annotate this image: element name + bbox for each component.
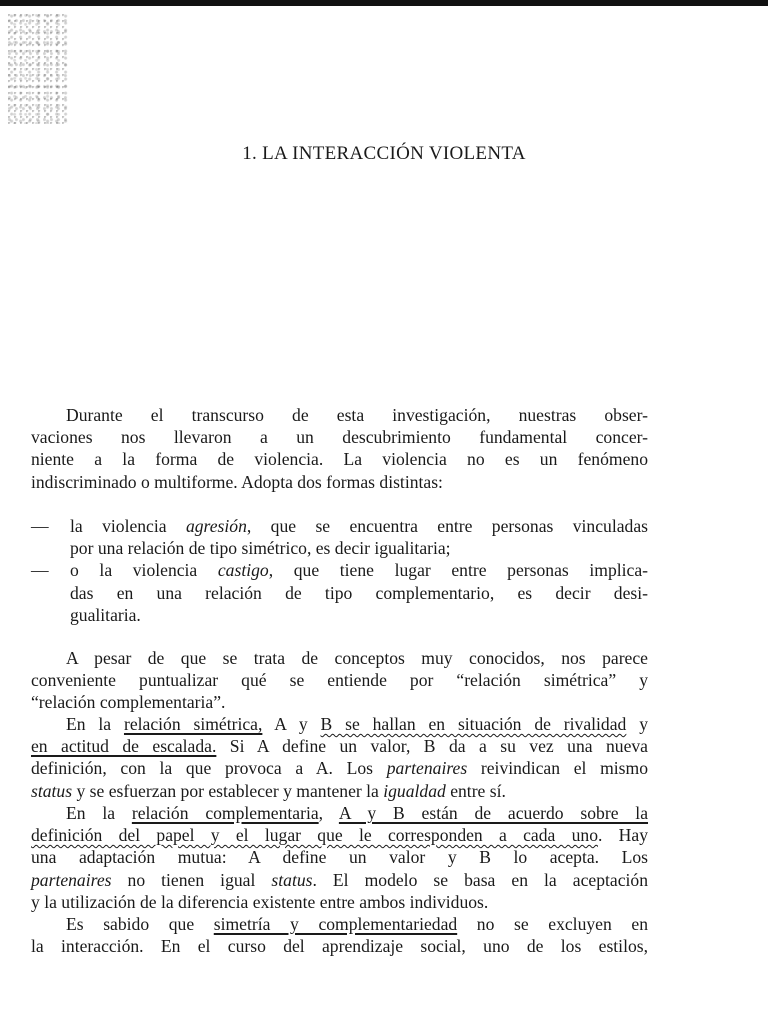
paragraph-complementary	[31, 802, 648, 913]
violence-types-list	[31, 515, 648, 626]
text-line: status y se esfuerzan por establecer y mantener la igualdad entre sí.	[31, 780, 506, 801]
text-line: o la violencia castigo, que tiene lugar entre personas implica-	[70, 560, 648, 581]
underlined-phrase: en actitud de escalada.	[31, 736, 217, 757]
text-line: partenaires no tienen igual status. El modelo se basa en la aceptación	[31, 869, 648, 890]
text-line: indiscriminado o multiforme. Adopta dos formas distintas:	[31, 471, 443, 492]
text-line: En la relación simétrica, A y B se hallan en situación de rivalidad y	[66, 714, 648, 734]
text-line: niente a la forma de violencia. La violencia no es un fenómeno	[31, 449, 648, 470]
underlined-phrase: relación simétrica,	[123, 714, 263, 734]
list-item	[31, 559, 648, 626]
text-line: en actitud de escalada. Si A define un valor, B da a su vez una nueva	[31, 736, 648, 757]
underlined-phrase: relación complementaria	[131, 803, 319, 823]
chapter-title: 1. LA INTERACCIÓN VIOLENTA	[242, 143, 526, 164]
underlined-phrase: B se hallan en situación de rivalidad	[320, 714, 627, 734]
text-line: y la utilización de la diferencia existente entre ambos individuos.	[31, 891, 489, 912]
text-line: Durante el transcurso de esta investigación, nuestras obser-	[66, 405, 648, 425]
paragraph-concepts	[31, 647, 648, 714]
text-line: definición, con la que provoca a A. Los partenaires reivindican el mismo	[31, 758, 648, 779]
text-line: A pesar de que se trata de conceptos muy conocidos, nos parece	[66, 648, 648, 668]
text-line: das en una relación de tipo complementario, es decir desi-	[70, 582, 648, 603]
text-line: la violencia agresión, que se encuentra entre personas vinculadas	[70, 516, 648, 536]
text-line: conveniente puntualizar qué se entiende por “relación simétrica” y	[31, 670, 648, 691]
underlined-phrase: definición del papel y el lugar que le corresponden a cada uno	[31, 825, 598, 846]
scan-noise-corner	[8, 14, 68, 124]
em-dash-bullet: —	[31, 560, 49, 581]
paragraph-social-learning	[31, 913, 648, 957]
text-line: En la relación complementaria, A y B están de acuerdo sobre la	[66, 803, 649, 823]
text-line: “relación complementaria”.	[31, 692, 226, 713]
underlined-phrase: A y B están de acuerdo sobre la	[338, 803, 649, 823]
text-line: vaciones nos llevaron a un descubrimiento fundamental concer-	[31, 427, 648, 448]
text-line: gualitaria.	[70, 604, 141, 625]
paragraph-intro	[31, 404, 648, 493]
text-line: definición del papel y el lugar que le corresponden a cada uno. Hay	[31, 825, 648, 846]
paragraph-symmetric	[31, 713, 648, 802]
text-line: la interacción. En el curso del aprendizaje social, uno de los estilos,	[31, 936, 648, 957]
em-dash-bullet: —	[31, 516, 49, 536]
scan-top-border	[0, 0, 768, 6]
list-item	[31, 515, 648, 559]
text-line: Es sabido que simetría y complementariedad no se excluyen en	[66, 914, 648, 934]
underlined-phrase: simetría y complementariedad	[213, 914, 458, 934]
text-line: por una relación de tipo simétrico, es decir igualitaria;	[70, 538, 451, 559]
text-line: una adaptación mutua: A define un valor y B lo acepta. Los	[31, 847, 648, 868]
